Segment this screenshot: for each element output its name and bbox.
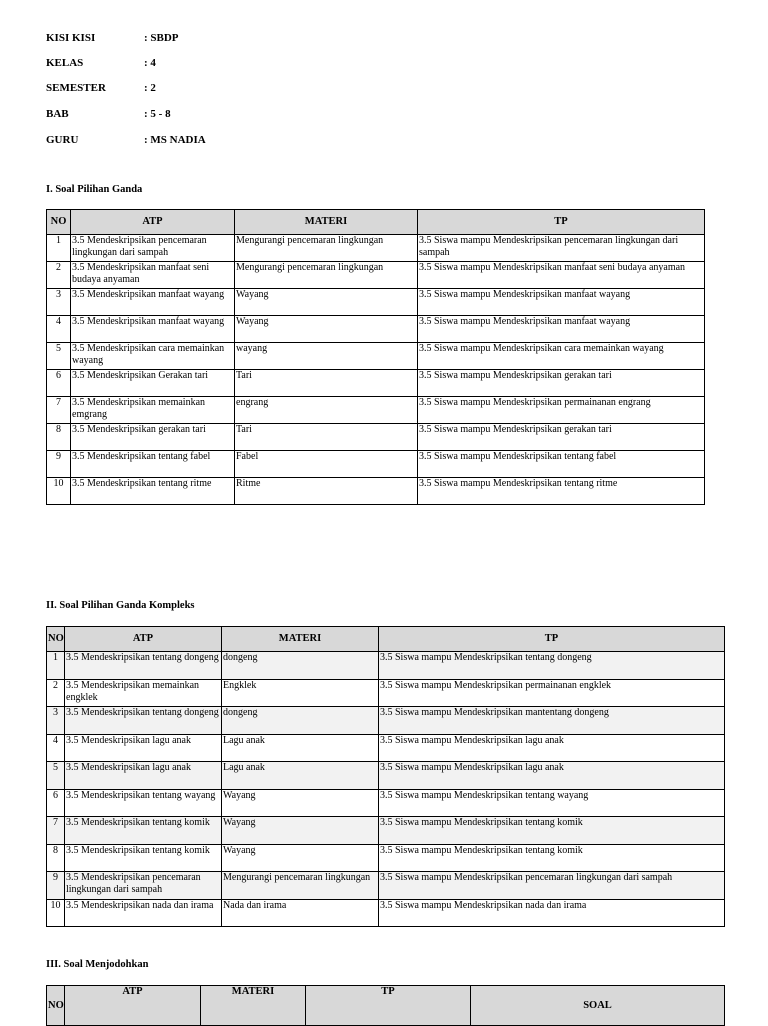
cell-atp: 3.5 Mendeskripsikan tentang fabel <box>71 451 235 478</box>
column-header-soal: SOAL <box>471 986 725 1026</box>
column-header-materi: MATERI <box>235 210 418 235</box>
header-label: KISI KISI <box>46 32 96 44</box>
cell-atp: 3.5 Mendeskripsikan lagu anak <box>65 762 222 790</box>
cell-no: 8 <box>47 424 71 451</box>
section-title-menjodohkan: III. Soal Menjodohkan <box>46 959 149 970</box>
cell-materi: Engklek <box>222 679 379 707</box>
cell-atp: 3.5 Mendeskripsikan memainkan emgrang <box>71 397 235 424</box>
cell-no: 10 <box>47 478 71 505</box>
header-label: BAB <box>46 108 69 120</box>
table-row <box>47 844 725 872</box>
cell-tp: 3.5 Siswa mampu Mendeskripsikan cara memainkan wayang <box>418 343 705 370</box>
cell-tp: 3.5 Siswa mampu Mendeskripsikan pencemaran lingkungan dari sampah <box>379 872 725 900</box>
table-row <box>47 397 705 424</box>
cell-materi: Mengurangi pencemaran lingkungan <box>222 872 379 900</box>
column-header-atp: ATP <box>71 210 235 235</box>
column-header-materi: MATERI <box>222 627 379 652</box>
cell-materi: Wayang <box>235 289 418 316</box>
cell-atp: 3.5 Mendeskripsikan nada dan irama <box>65 899 222 927</box>
cell-materi: Mengurangi pencemaran lingkungan <box>235 235 418 262</box>
table-header-row <box>47 627 725 652</box>
cell-materi: Tari <box>235 424 418 451</box>
cell-tp: 3.5 Siswa mampu Mendeskripsikan nada dan irama <box>379 899 725 927</box>
table-pilihan-ganda-kompleks <box>46 626 725 927</box>
cell-tp: 3.5 Siswa mampu Mendeskripsikan gerakan tari <box>418 370 705 397</box>
column-header-materi: MATERI <box>201 986 306 1026</box>
cell-atp: 3.5 Mendeskripsikan tentang dongeng <box>65 707 222 735</box>
header-label: SEMESTER <box>46 82 106 94</box>
table-body <box>47 652 725 927</box>
cell-no: 9 <box>47 872 65 900</box>
header-value: : 5 - 8 <box>144 108 171 120</box>
cell-no: 2 <box>47 679 65 707</box>
cell-no: 7 <box>47 397 71 424</box>
table-row <box>47 734 725 762</box>
cell-tp: 3.5 Siswa mampu Mendeskripsikan manfaat wayang <box>418 289 705 316</box>
cell-materi: Nada dan irama <box>222 899 379 927</box>
column-header-no: NO <box>47 986 65 1026</box>
cell-tp: 3.5 Siswa mampu Mendeskripsikan tentang komik <box>379 817 725 845</box>
cell-atp: 3.5 Mendeskripsikan gerakan tari <box>71 424 235 451</box>
cell-no: 3 <box>47 289 71 316</box>
table-pilihan-ganda <box>46 209 705 505</box>
table-row <box>47 316 705 343</box>
column-header-tp: TP <box>418 210 705 235</box>
cell-materi: Fabel <box>235 451 418 478</box>
cell-materi: Lagu anak <box>222 762 379 790</box>
cell-atp: 3.5 Mendeskripsikan manfaat wayang <box>71 289 235 316</box>
cell-no: 1 <box>47 235 71 262</box>
cell-tp: 3.5 Siswa mampu Mendeskripsikan tentang fabel <box>418 451 705 478</box>
column-header-atp: ATP <box>65 986 201 1026</box>
cell-no: 9 <box>47 451 71 478</box>
cell-no: 2 <box>47 262 71 289</box>
cell-no: 10 <box>47 899 65 927</box>
cell-atp: 3.5 Mendeskripsikan memainkan engklek <box>65 679 222 707</box>
column-header-atp: ATP <box>65 627 222 652</box>
table-row <box>47 707 725 735</box>
cell-materi: Wayang <box>222 789 379 817</box>
cell-no: 6 <box>47 370 71 397</box>
cell-no: 7 <box>47 817 65 845</box>
table-row <box>47 289 705 316</box>
cell-atp: 3.5 Mendeskripsikan lagu anak <box>65 734 222 762</box>
table-row <box>47 789 725 817</box>
cell-materi: engrang <box>235 397 418 424</box>
cell-materi: wayang <box>235 343 418 370</box>
cell-no: 4 <box>47 734 65 762</box>
cell-tp: 3.5 Siswa mampu Mendeskripsikan tentang wayang <box>379 789 725 817</box>
table-row <box>47 424 705 451</box>
cell-atp: 3.5 Mendeskripsikan cara memainkan wayang <box>71 343 235 370</box>
cell-materi: dongeng <box>222 707 379 735</box>
cell-atp: 3.5 Mendeskripsikan tentang komik <box>65 844 222 872</box>
cell-materi: Wayang <box>235 316 418 343</box>
cell-materi: Wayang <box>222 844 379 872</box>
table-body <box>47 235 705 505</box>
section-title-pilihan-ganda: I. Soal Pilihan Ganda <box>46 184 143 195</box>
cell-no: 5 <box>47 343 71 370</box>
cell-atp: 3.5 Mendeskripsikan tentang dongeng <box>65 652 222 680</box>
table-row <box>47 451 705 478</box>
column-header-no: NO <box>47 210 71 235</box>
table-menjodohkan <box>46 985 725 1026</box>
table-row <box>47 817 725 845</box>
table-header-row <box>47 210 705 235</box>
table-row <box>47 899 725 927</box>
cell-tp: 3.5 Siswa mampu Mendeskripsikan tentang komik <box>379 844 725 872</box>
cell-materi: Tari <box>235 370 418 397</box>
cell-tp: 3.5 Siswa mampu Mendeskripsikan mantentang dongeng <box>379 707 725 735</box>
cell-tp: 3.5 Siswa mampu Mendeskripsikan gerakan tari <box>418 424 705 451</box>
table-row <box>47 343 705 370</box>
cell-tp: 3.5 Siswa mampu Mendeskripsikan manfaat seni budaya anyaman <box>418 262 705 289</box>
header-value: : SBDP <box>144 32 179 44</box>
cell-materi: Lagu anak <box>222 734 379 762</box>
cell-no: 1 <box>47 652 65 680</box>
table-row <box>47 235 705 262</box>
header-label: GURU <box>46 134 79 146</box>
cell-atp: 3.5 Mendeskripsikan pencemaran lingkungan dari sampah <box>65 872 222 900</box>
cell-atp: 3.5 Mendeskripsikan manfaat seni budaya anyaman <box>71 262 235 289</box>
cell-no: 3 <box>47 707 65 735</box>
header-label: KELAS <box>46 57 84 69</box>
column-header-tp: TP <box>379 627 725 652</box>
header-value: : 2 <box>144 82 156 94</box>
cell-tp: 3.5 Siswa mampu Mendeskripsikan pencemaran lingkungan dari sampah <box>418 235 705 262</box>
table-row <box>47 370 705 397</box>
cell-materi: Ritme <box>235 478 418 505</box>
column-header-tp: TP <box>306 986 471 1026</box>
cell-atp: 3.5 Mendeskripsikan manfaat wayang <box>71 316 235 343</box>
cell-no: 5 <box>47 762 65 790</box>
table-row <box>47 262 705 289</box>
cell-tp: 3.5 Siswa mampu Mendeskripsikan lagu anak <box>379 734 725 762</box>
table-header-row <box>47 986 725 1026</box>
cell-atp: 3.5 Mendeskripsikan Gerakan tari <box>71 370 235 397</box>
cell-tp: 3.5 Siswa mampu Mendeskripsikan permainanan engklek <box>379 679 725 707</box>
cell-atp: 3.5 Mendeskripsikan tentang komik <box>65 817 222 845</box>
header-value: : 4 <box>144 57 156 69</box>
cell-materi: Wayang <box>222 817 379 845</box>
table-row <box>47 762 725 790</box>
header-value: : MS NADIA <box>144 134 206 146</box>
section-title-pilihan-ganda-kompleks: II. Soal Pilihan Ganda Kompleks <box>46 600 195 611</box>
column-header-no: NO <box>47 627 65 652</box>
table-row <box>47 872 725 900</box>
cell-tp: 3.5 Siswa mampu Mendeskripsikan tentang ritme <box>418 478 705 505</box>
cell-tp: 3.5 Siswa mampu Mendeskripsikan lagu anak <box>379 762 725 790</box>
cell-atp: 3.5 Mendeskripsikan tentang ritme <box>71 478 235 505</box>
table-row <box>47 679 725 707</box>
table-row <box>47 652 725 680</box>
cell-no: 4 <box>47 316 71 343</box>
cell-tp: 3.5 Siswa mampu Mendeskripsikan tentang dongeng <box>379 652 725 680</box>
cell-tp: 3.5 Siswa mampu Mendeskripsikan manfaat wayang <box>418 316 705 343</box>
table-row <box>47 478 705 505</box>
cell-atp: 3.5 Mendeskripsikan pencemaran lingkungan dari sampah <box>71 235 235 262</box>
cell-atp: 3.5 Mendeskripsikan tentang wayang <box>65 789 222 817</box>
cell-tp: 3.5 Siswa mampu Mendeskripsikan permainanan engrang <box>418 397 705 424</box>
cell-materi: Mengurangi pencemaran lingkungan <box>235 262 418 289</box>
cell-materi: dongeng <box>222 652 379 680</box>
cell-no: 8 <box>47 844 65 872</box>
cell-no: 6 <box>47 789 65 817</box>
